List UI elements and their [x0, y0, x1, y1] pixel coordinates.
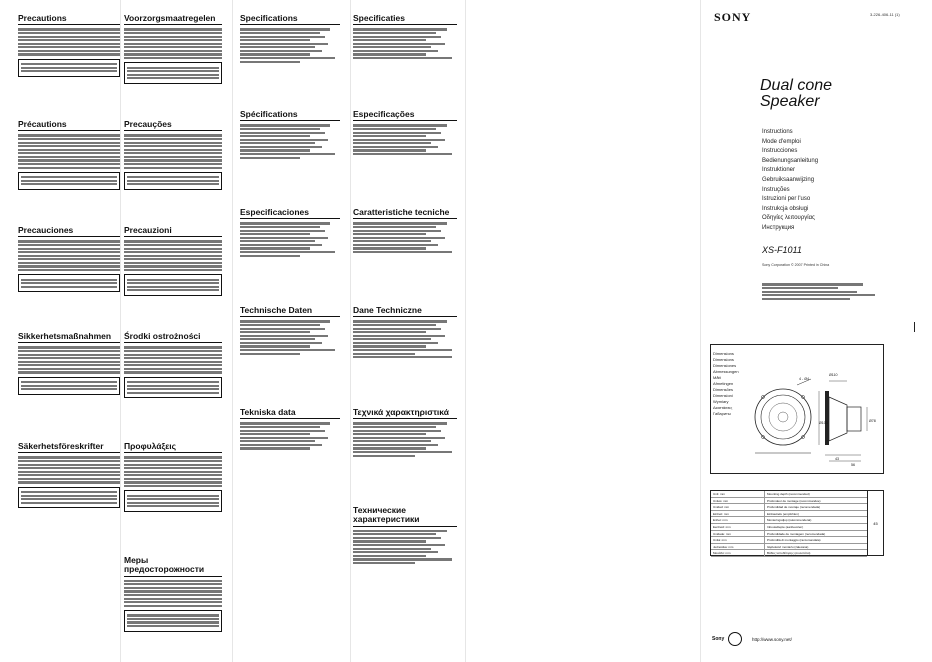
section-title: Technische Daten	[240, 306, 340, 317]
desc-cell: Inbouwdiepte (aanbevolen)	[764, 524, 867, 530]
section-title: Sikkerhetsmaßnahmen	[18, 332, 120, 343]
fold-line	[120, 0, 121, 662]
precautions-column-1	[18, 14, 120, 514]
notice-box	[124, 62, 222, 84]
section-precautions-ru	[124, 556, 222, 632]
part-number: 3-226-406-11 (1)	[870, 12, 900, 17]
product-title-line2: Speaker	[760, 93, 820, 110]
notice-box	[18, 377, 120, 395]
model-number: XS-F1011	[762, 245, 802, 255]
language-item: Instrucciones	[762, 148, 798, 155]
language-item: Οδηγίες λειτουργίας	[762, 215, 815, 222]
desc-cell: Głębokość montażu (zalecana)	[764, 544, 867, 550]
dim-label: Afmetingen	[713, 381, 734, 386]
dim-label: Dimensions	[713, 357, 734, 362]
section-precautions-en	[18, 14, 120, 114]
spec-table-placeholder	[353, 124, 457, 155]
precautions-column-2	[124, 14, 222, 638]
language-item: Инструкция	[762, 224, 795, 231]
specifications-column-1	[240, 14, 340, 456]
unit-cell: Enhet: mm	[713, 518, 728, 523]
dim-label: Габариты	[713, 411, 731, 416]
section-title: Spécifications	[240, 110, 340, 121]
body-text-placeholder	[124, 580, 222, 607]
desc-cell: Βάθος τοποθέτησης (συνιστάται)	[764, 550, 867, 556]
depth-value: 45	[867, 491, 883, 555]
spec-table-placeholder	[240, 320, 340, 354]
mounting-depth-table	[710, 490, 884, 556]
spec-table-placeholder	[240, 124, 340, 158]
section-precautions-it	[124, 226, 222, 326]
fold-line	[232, 0, 233, 662]
dim-label: Mått	[713, 375, 721, 380]
desc-cell: Profondeur de montage (recommandée)	[764, 498, 867, 504]
edge-tick	[914, 322, 915, 332]
section-specs-nl	[353, 14, 457, 104]
desc-cell: Monteringsdjup (rekommenderat)	[764, 517, 867, 523]
product-title-line1: Dual cone	[760, 77, 833, 94]
spec-table-placeholder	[353, 28, 457, 59]
unit-cell: Unit: mm	[713, 492, 725, 496]
language-item: Instruções	[762, 186, 790, 193]
unit-cell: Eenheid: mm	[713, 524, 731, 529]
dim-label: Dimensões	[713, 387, 734, 392]
section-specs-ru	[353, 506, 457, 564]
body-text-placeholder	[18, 240, 120, 271]
notice-box	[18, 487, 120, 509]
sony-logo: SONY	[714, 10, 752, 24]
section-title: Dane Techniczne	[353, 306, 457, 317]
spec-table-placeholder	[353, 222, 457, 253]
table-row	[711, 504, 867, 511]
dim-label: Abmessungen	[713, 369, 739, 374]
desc-cell: Profundidad de montaje (recomendada)	[764, 504, 867, 510]
notice-box	[124, 610, 222, 632]
dimensions-diagram	[710, 344, 884, 474]
notice-box	[124, 377, 222, 399]
dim-label: Διαστάσεις	[713, 405, 733, 410]
language-item: Instruktioner	[762, 167, 796, 174]
body-text-placeholder	[124, 456, 222, 487]
table-row	[711, 524, 867, 531]
unit-cell: Unidade: mm	[713, 531, 731, 536]
language-item: Instructions	[762, 129, 793, 135]
section-title: Voorzorgsmaatregelen	[124, 14, 222, 25]
section-precautions-pl	[124, 332, 222, 436]
language-list	[762, 128, 818, 234]
desc-cell: Mounting depth (recommended)	[764, 491, 867, 497]
section-specs-fr	[240, 110, 340, 202]
section-precautions-el	[124, 442, 222, 550]
dim-mark: Ø110	[829, 373, 838, 377]
section-precautions-nl	[124, 14, 222, 114]
table-row	[711, 531, 867, 538]
unit-cell: Einheit: mm	[713, 511, 729, 516]
notice-box	[18, 274, 120, 292]
dim-label: Dimensions	[713, 351, 734, 356]
section-specs-es	[240, 208, 340, 300]
section-title: Технические характеристики	[353, 506, 457, 527]
unit-cell: Unidad: mm	[713, 505, 730, 510]
fold-line	[465, 0, 466, 662]
section-title: Caratteristiche tecniche	[353, 208, 457, 219]
dim-mark: Ø103	[819, 421, 828, 425]
language-item: Instrukcja obsługi	[762, 205, 809, 212]
specifications-column-2	[353, 14, 457, 570]
table-row	[711, 550, 867, 557]
section-specs-pt	[353, 110, 457, 202]
section-title: Tekniska data	[240, 408, 340, 419]
dim-mark: 43	[835, 457, 839, 461]
table-row	[711, 491, 867, 498]
section-precautions-de	[18, 332, 120, 436]
section-specs-de	[240, 306, 340, 402]
table-row	[711, 517, 867, 524]
section-specs-sv	[240, 408, 340, 450]
section-title: Τεχνικά χαρακτηριστικά	[353, 408, 457, 419]
language-item: Bedienungsanleitung	[762, 157, 819, 164]
dim-label: Dimensioni	[713, 393, 733, 398]
spec-table-placeholder	[353, 320, 457, 358]
unit-cell: Unités: mm	[713, 498, 729, 503]
unit-cell: Unità: mm	[713, 538, 727, 543]
table-row	[711, 537, 867, 544]
section-precautions-pt	[124, 120, 222, 220]
section-title: Precautions	[18, 14, 120, 25]
online-globe-icon	[728, 632, 742, 646]
section-title: Меры предосторожности	[124, 556, 222, 577]
body-text-placeholder	[18, 456, 120, 483]
dim-label: Wymiary	[713, 399, 729, 404]
dim-label: Dimensiones	[713, 363, 737, 368]
section-title: Środki ostrożności	[124, 332, 222, 343]
importer-info	[762, 282, 888, 301]
body-text-placeholder	[18, 28, 120, 55]
body-text-placeholder	[124, 346, 222, 373]
section-title: Precauciones	[18, 226, 120, 237]
section-precautions-sv	[18, 442, 120, 508]
section-title: Especificações	[353, 110, 457, 121]
section-specs-el	[353, 408, 457, 500]
section-title: Precauções	[124, 120, 222, 131]
notice-box	[124, 274, 222, 296]
dim-mark: Ø78	[869, 419, 876, 423]
spec-table-placeholder	[353, 422, 457, 456]
desc-cell: Profundidade de montagem (recomendada)	[764, 531, 867, 537]
table-row	[711, 498, 867, 505]
body-text-placeholder	[124, 240, 222, 271]
section-title: Προφυλάξεις	[124, 442, 222, 453]
notice-box	[124, 490, 222, 512]
section-precautions-es	[18, 226, 120, 326]
spec-table-placeholder	[240, 222, 340, 256]
section-title: Säkerhetsföreskrifter	[18, 442, 120, 453]
section-precautions-fr	[18, 120, 120, 220]
language-item: Istruzioni per l'uso	[762, 196, 811, 203]
body-text-placeholder	[18, 134, 120, 168]
desc-cell: Profondità di montaggio (raccomandata)	[764, 537, 867, 543]
section-title: Specificaties	[353, 14, 457, 25]
section-specs-pl	[353, 306, 457, 402]
language-item: Gebruiksaanwijzing	[762, 176, 815, 183]
dimensions-labels	[713, 351, 739, 417]
dim-mark: 56	[851, 463, 855, 467]
section-title: Precauzioni	[124, 226, 222, 237]
spec-table-placeholder	[240, 422, 340, 449]
footer-url[interactable]: http://www.sony.net/	[752, 637, 792, 642]
table-row	[711, 544, 867, 551]
body-text-placeholder	[124, 28, 222, 59]
copyright: Sony Corporation © 2007 Printed in China	[762, 263, 830, 267]
section-title: Précautions	[18, 120, 120, 131]
fold-line	[350, 0, 351, 662]
sony-online-logo: Sony	[712, 636, 725, 642]
notice-box	[18, 172, 120, 190]
cover-panel	[700, 0, 932, 662]
body-text-placeholder	[18, 346, 120, 373]
desc-cell: Einbautiefe (empfohlen)	[764, 511, 867, 517]
speaker-drawing	[747, 355, 881, 467]
table-row	[711, 511, 867, 518]
body-text-placeholder	[124, 134, 222, 168]
language-item: Mode d'emploi	[762, 138, 801, 145]
section-specs-en	[240, 14, 340, 104]
unit-cell: Jednostka: mm	[713, 544, 734, 549]
notice-box	[18, 59, 120, 77]
notice-box	[124, 172, 222, 190]
section-title: Specifications	[240, 14, 340, 25]
spec-table-placeholder	[353, 530, 457, 564]
section-specs-it	[353, 208, 457, 300]
dim-mark: 4 - Ø4	[799, 377, 809, 381]
section-title: Especificaciones	[240, 208, 340, 219]
unit-cell: Μονάδα: mm	[713, 551, 731, 556]
spec-table-placeholder	[240, 28, 340, 62]
